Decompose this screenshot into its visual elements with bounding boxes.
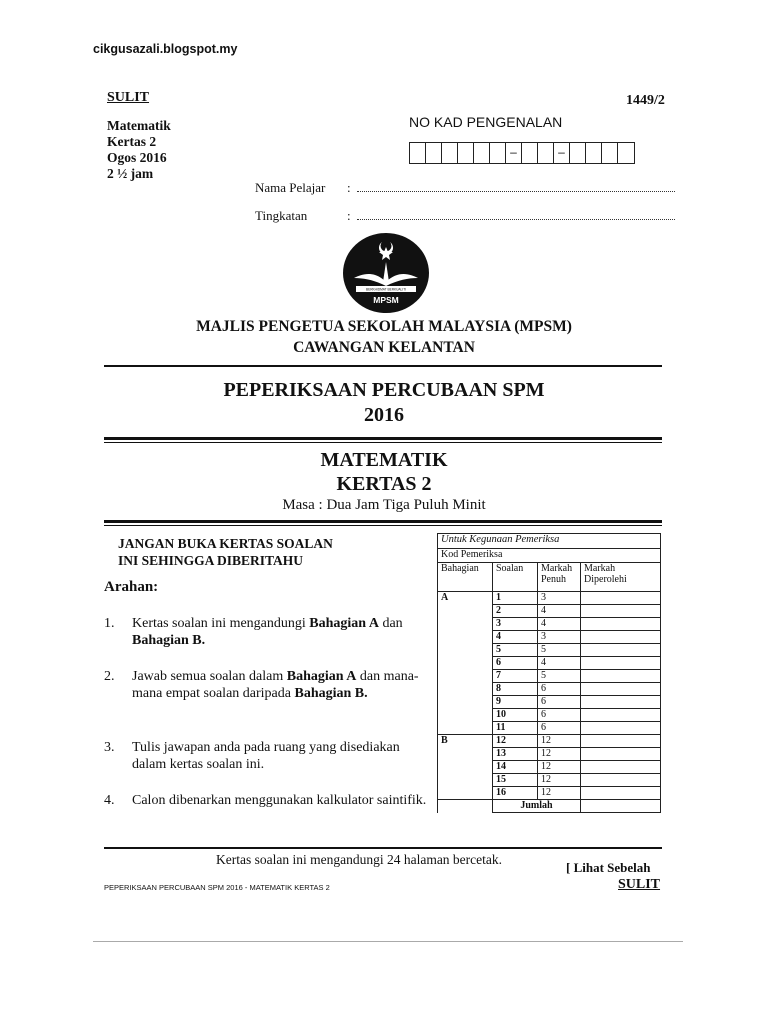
subject-name: Matematik bbox=[107, 118, 171, 133]
question-number: 4 bbox=[493, 631, 538, 644]
divider bbox=[104, 847, 662, 849]
divider bbox=[104, 442, 662, 443]
exam-year: 2016 bbox=[364, 404, 404, 426]
full-marks: 4 bbox=[538, 657, 581, 670]
instruction-text: Calon dibenarkan menggunakan kalkulator saintifik. bbox=[132, 793, 427, 808]
marks-obtained-cell[interactable] bbox=[581, 618, 661, 631]
class-line[interactable] bbox=[357, 209, 675, 220]
question-number: 8 bbox=[493, 683, 538, 696]
ic-cell[interactable] bbox=[586, 143, 602, 163]
full-marks: 6 bbox=[538, 683, 581, 696]
warning-line: JANGAN BUKA KERTAS SOALAN bbox=[118, 536, 333, 551]
paper-title: KERTAS 2 bbox=[336, 473, 432, 495]
ic-cell[interactable] bbox=[602, 143, 618, 163]
full-marks: 12 bbox=[538, 774, 581, 787]
full-marks: 5 bbox=[538, 644, 581, 657]
blog-url: cikgusazali.blogspot.my bbox=[93, 42, 238, 56]
marks-obtained-cell[interactable] bbox=[581, 722, 661, 735]
org-name: MAJLIS PENGETUA SEKOLAH MALAYSIA (MPSM) bbox=[196, 318, 572, 335]
question-number: 6 bbox=[493, 657, 538, 670]
question-number: 13 bbox=[493, 748, 538, 761]
ic-cell[interactable] bbox=[410, 143, 426, 163]
question-number: 1 bbox=[493, 592, 538, 605]
instruction-item bbox=[104, 668, 434, 702]
marks-obtained-cell[interactable] bbox=[581, 761, 661, 774]
marks-obtained-cell[interactable] bbox=[581, 735, 661, 748]
colon: : bbox=[347, 208, 351, 223]
ic-cell[interactable] bbox=[522, 143, 538, 163]
instruction-item bbox=[104, 792, 434, 809]
marks-obtained-cell[interactable] bbox=[581, 644, 661, 657]
ic-cell[interactable] bbox=[538, 143, 554, 163]
full-marks: 5 bbox=[538, 670, 581, 683]
ic-number-boxes[interactable] bbox=[409, 142, 635, 164]
marks-obtained-cell[interactable] bbox=[581, 657, 661, 670]
divider bbox=[104, 437, 662, 440]
student-name-label: Nama Pelajar bbox=[255, 180, 326, 195]
full-marks: 6 bbox=[538, 696, 581, 709]
org-branch: CAWANGAN KELANTAN bbox=[293, 339, 475, 356]
full-marks: 12 bbox=[538, 735, 581, 748]
colon: : bbox=[347, 180, 351, 195]
instruction-item bbox=[104, 615, 434, 649]
question-number: 11 bbox=[493, 722, 538, 735]
ic-cell[interactable] bbox=[570, 143, 586, 163]
question-number: 15 bbox=[493, 774, 538, 787]
page-edge-line bbox=[93, 941, 683, 942]
instruction-number: 2. bbox=[104, 669, 115, 684]
header-section: Bahagian bbox=[438, 563, 493, 592]
running-footer: PEPERIKSAAN PERCUBAAN SPM 2016 - MATEMATIK KERTAS 2 bbox=[104, 883, 330, 892]
warning-text bbox=[118, 535, 333, 569]
paper-number: Kertas 2 bbox=[107, 134, 157, 149]
question-number: 10 bbox=[493, 709, 538, 722]
question-number: 14 bbox=[493, 761, 538, 774]
sulit-label-bottom: SULIT bbox=[618, 877, 661, 892]
warning-line: INI SEHINGGA DIBERITAHU bbox=[118, 553, 304, 568]
mpsm-logo bbox=[342, 232, 430, 314]
full-marks: 12 bbox=[538, 748, 581, 761]
marks-obtained-cell[interactable] bbox=[581, 696, 661, 709]
class-field[interactable] bbox=[255, 208, 675, 224]
full-marks: 4 bbox=[538, 618, 581, 631]
header-question: Soalan bbox=[493, 563, 538, 592]
logo-ribbon-text: BERKHIDMAT BERKUALITI bbox=[365, 287, 407, 292]
subject-title: MATEMATIK bbox=[320, 449, 448, 471]
instruction-text: Tulis jawapan anda pada ruang yang disediakan dalam kertas soalan ini. bbox=[132, 740, 400, 772]
divider bbox=[104, 525, 662, 526]
ic-separator: – bbox=[554, 143, 570, 163]
ic-separator: – bbox=[506, 143, 522, 163]
marks-obtained-cell[interactable] bbox=[581, 748, 661, 761]
instruction-item bbox=[104, 739, 434, 773]
subject-block bbox=[107, 118, 171, 182]
section-b-cell: B bbox=[438, 735, 493, 800]
duration-text: Masa : Dua Jam Tiga Puluh Minit bbox=[282, 497, 486, 513]
instruction-text: Jawab semua soalan dalam Bahagian A dan mana-mana empat soalan daripada Bahagian B. bbox=[132, 669, 419, 701]
empty-cell bbox=[438, 800, 493, 813]
instruction-number: 4. bbox=[104, 793, 115, 808]
instruction-number: 3. bbox=[104, 740, 115, 755]
marks-obtained-cell[interactable] bbox=[581, 787, 661, 800]
section-a-cell: A bbox=[438, 592, 493, 735]
paper-code: 1449/2 bbox=[626, 93, 665, 108]
divider bbox=[104, 365, 662, 367]
full-marks: 12 bbox=[538, 761, 581, 774]
table-title: Untuk Kegunaan Pemeriksa bbox=[438, 534, 661, 549]
full-marks: 6 bbox=[538, 722, 581, 735]
class-label: Tingkatan bbox=[255, 208, 308, 223]
total-obtained-cell[interactable] bbox=[581, 800, 661, 813]
header-full-marks: Markah Penuh bbox=[538, 563, 581, 592]
instructions-heading: Arahan: bbox=[104, 579, 159, 595]
divider bbox=[104, 520, 662, 523]
question-number: 7 bbox=[493, 670, 538, 683]
full-marks: 3 bbox=[538, 631, 581, 644]
ic-cell[interactable] bbox=[618, 143, 634, 163]
turn-over-note: [ Lihat Sebelah bbox=[566, 860, 651, 875]
total-label: Jumlah bbox=[493, 800, 581, 813]
question-number: 16 bbox=[493, 787, 538, 800]
instruction-number: 1. bbox=[104, 616, 115, 631]
question-number: 12 bbox=[493, 735, 538, 748]
instruction-text: Kertas soalan ini mengandungi Bahagian A dan Bahagian B. bbox=[132, 616, 403, 648]
examiner-code-cell[interactable]: Kod Pemeriksa bbox=[438, 549, 661, 563]
exam-duration: 2 ½ jam bbox=[107, 166, 154, 181]
page-count-note: Kertas soalan ini mengandungi 24 halaman bercetak. bbox=[216, 852, 503, 867]
question-number: 9 bbox=[493, 696, 538, 709]
logo-name: MPSM bbox=[373, 295, 399, 305]
header-marks-obtained: Markah Diperolehi bbox=[581, 563, 661, 592]
marks-obtained-cell[interactable] bbox=[581, 670, 661, 683]
ic-cell[interactable] bbox=[426, 143, 442, 163]
exam-title: PEPERIKSAAN PERCUBAAN SPM bbox=[223, 379, 545, 401]
question-number: 5 bbox=[493, 644, 538, 657]
ic-cell[interactable] bbox=[490, 143, 506, 163]
marks-obtained-cell[interactable] bbox=[581, 709, 661, 722]
marks-obtained-cell[interactable] bbox=[581, 605, 661, 618]
full-marks: 12 bbox=[538, 787, 581, 800]
ic-cell[interactable] bbox=[458, 143, 474, 163]
sulit-label-top: SULIT bbox=[107, 90, 150, 105]
marks-obtained-cell[interactable] bbox=[581, 592, 661, 605]
examiner-marks-table bbox=[437, 533, 661, 813]
full-marks: 4 bbox=[538, 605, 581, 618]
marks-obtained-cell[interactable] bbox=[581, 774, 661, 787]
marks-obtained-cell[interactable] bbox=[581, 683, 661, 696]
full-marks: 6 bbox=[538, 709, 581, 722]
ic-cell[interactable] bbox=[442, 143, 458, 163]
question-number: 3 bbox=[493, 618, 538, 631]
question-number: 2 bbox=[493, 605, 538, 618]
marks-obtained-cell[interactable] bbox=[581, 631, 661, 644]
exam-month: Ogos 2016 bbox=[107, 150, 167, 165]
student-name-line[interactable] bbox=[357, 181, 675, 192]
student-name-field[interactable] bbox=[255, 180, 675, 196]
ic-cell[interactable] bbox=[474, 143, 490, 163]
ic-number-label: NO KAD PENGENALAN bbox=[409, 114, 563, 130]
full-marks: 3 bbox=[538, 592, 581, 605]
